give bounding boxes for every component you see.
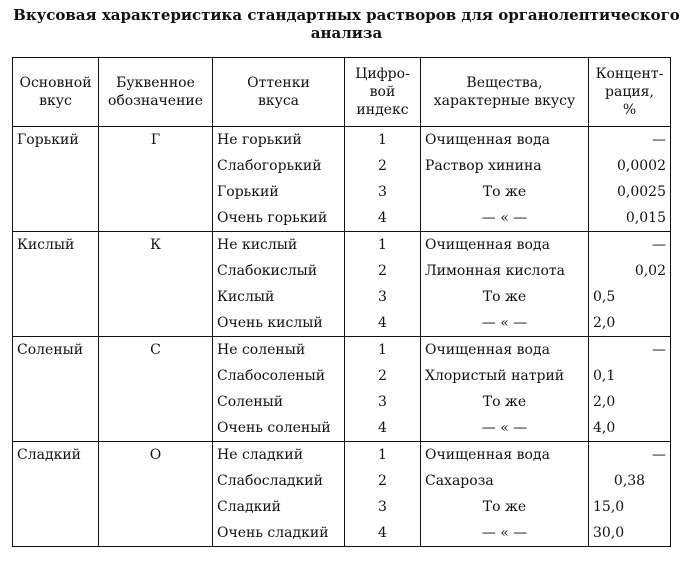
index-cell: 3 [345,494,421,520]
header-line: обозначение [107,93,204,109]
concentration-cell: 0,015 [589,205,671,232]
table-row [13,468,671,494]
shade-cell: Слабокислый [213,258,345,284]
concentration-cell: 15,0 [589,494,671,520]
page-title [0,6,693,42]
header-line: характерные вкусу [433,93,576,109]
header-line: Основной [19,75,92,91]
header-line: % [622,102,637,118]
index-cell: 2 [345,258,421,284]
substance-cell: Очищенная вода [421,337,589,364]
letter-cell [99,520,213,547]
shade-cell: Очень кислый [213,310,345,337]
letter-cell [99,179,213,205]
substance-cell: То же [421,284,589,310]
header-line: Вещества, [466,75,543,91]
header-line: Оттенки [247,75,310,91]
table-header [13,58,671,127]
substance-cell: — « — [421,310,589,337]
table-row [13,363,671,389]
shade-cell: Кислый [213,284,345,310]
main-taste-cell [13,494,99,520]
table-row [13,389,671,415]
shade-cell: Слабосоленый [213,363,345,389]
substance-cell: То же [421,389,589,415]
index-cell: 4 [345,415,421,442]
index-cell: 2 [345,153,421,179]
header-line: Концент- [595,66,664,82]
header-row [13,58,671,127]
main-taste-cell [13,153,99,179]
header-letter [99,58,213,127]
index-cell: 2 [345,468,421,494]
table-row [13,205,671,232]
index-cell: 2 [345,363,421,389]
substance-cell: Очищенная вода [421,442,589,469]
letter-cell: С [99,337,213,364]
substance-cell: То же [421,179,589,205]
index-cell: 1 [345,127,421,154]
shade-cell: Не сладкий [213,442,345,469]
title-line-2: анализа [310,24,383,42]
main-taste-cell [13,363,99,389]
concentration-cell: 0,5 [589,284,671,310]
header-substances [421,58,589,127]
letter-cell [99,494,213,520]
substance-cell: Очищенная вода [421,232,589,259]
index-cell: 1 [345,442,421,469]
index-cell: 4 [345,205,421,232]
header-concentration [589,58,671,127]
index-cell: 3 [345,284,421,310]
table-row [13,179,671,205]
index-cell: 3 [345,389,421,415]
table-row [13,284,671,310]
main-taste-cell [13,179,99,205]
shade-cell: Слабогорький [213,153,345,179]
substance-cell: Очищенная вода [421,127,589,154]
concentration-cell: 0,0002 [589,153,671,179]
shade-cell: Сладкий [213,494,345,520]
main-taste-cell [13,310,99,337]
shade-cell: Очень горький [213,205,345,232]
concentration-cell: 0,0025 [589,179,671,205]
table-row [13,494,671,520]
shade-cell: Очень сладкий [213,520,345,547]
table-row [13,415,671,442]
shade-cell: Не горький [213,127,345,154]
header-line: рация, [605,84,654,100]
main-taste-cell: Кислый [13,232,99,259]
concentration-cell: — [589,337,671,364]
main-taste-cell: Сладкий [13,442,99,469]
substance-cell: Хлористый натрий [421,363,589,389]
table-body [13,127,671,547]
substance-cell: — « — [421,205,589,232]
letter-cell [99,205,213,232]
table-row [13,442,671,469]
header-index [345,58,421,127]
index-cell: 1 [345,232,421,259]
main-taste-cell: Горький [13,127,99,154]
main-taste-cell [13,468,99,494]
concentration-cell: — [589,127,671,154]
letter-cell: К [99,232,213,259]
taste-table [12,57,671,547]
shade-cell: Очень соленый [213,415,345,442]
substance-cell: Сахароза [421,468,589,494]
letter-cell [99,258,213,284]
concentration-cell: 0,1 [589,363,671,389]
letter-cell [99,363,213,389]
substance-cell: — « — [421,415,589,442]
main-taste-cell: Соленый [13,337,99,364]
concentration-cell: 0,02 [589,258,671,284]
header-main-taste [13,58,99,127]
main-taste-cell [13,389,99,415]
table-row [13,520,671,547]
shade-cell: Горький [213,179,345,205]
letter-cell [99,284,213,310]
concentration-cell: 4,0 [589,415,671,442]
substance-cell: Раствор хинина [421,153,589,179]
header-line: вкуса [257,93,300,109]
shade-cell: Соленый [213,389,345,415]
table-row [13,337,671,364]
main-taste-cell [13,520,99,547]
main-taste-cell [13,205,99,232]
header-line: вкус [39,93,72,109]
letter-cell [99,153,213,179]
letter-cell [99,468,213,494]
table-row [13,153,671,179]
header-line: Цифро- [355,66,410,82]
substance-cell: То же [421,494,589,520]
index-cell: 4 [345,520,421,547]
main-taste-cell [13,284,99,310]
letter-cell [99,415,213,442]
index-cell: 3 [345,179,421,205]
header-line: Буквенное [116,75,195,91]
concentration-cell: 30,0 [589,520,671,547]
letter-cell [99,389,213,415]
shade-cell: Слабосладкий [213,468,345,494]
concentration-cell: 2,0 [589,310,671,337]
table-row [13,258,671,284]
main-taste-cell [13,258,99,284]
concentration-cell: 2,0 [589,389,671,415]
header-line: вой [369,84,396,100]
letter-cell: Г [99,127,213,154]
header-line: индекс [356,102,409,118]
concentration-cell: — [589,442,671,469]
substance-cell: — « — [421,520,589,547]
header-shades [213,58,345,127]
table-row [13,310,671,337]
index-cell: 1 [345,337,421,364]
concentration-cell: 0,38 [589,468,671,494]
substance-cell: Лимонная кислота [421,258,589,284]
table-row [13,127,671,154]
letter-cell [99,310,213,337]
concentration-cell: — [589,232,671,259]
title-line-1: Вкусовая характеристика стандартных растворов для органолептического [13,6,680,24]
shade-cell: Не соленый [213,337,345,364]
main-taste-cell [13,415,99,442]
letter-cell: О [99,442,213,469]
shade-cell: Не кислый [213,232,345,259]
table-row [13,232,671,259]
index-cell: 4 [345,310,421,337]
